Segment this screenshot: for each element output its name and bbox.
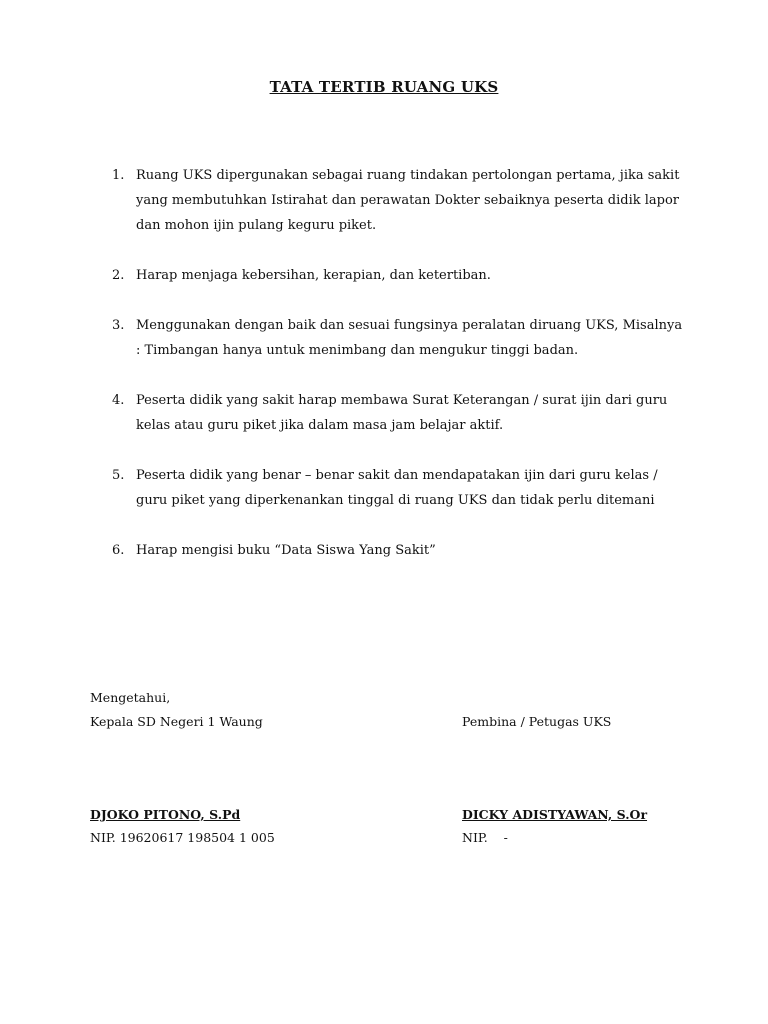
rule-text: Peserta didik yang benar – benar sakit dan mendapatakan ijin dari guru kelas / guru piket yang diperkenankan tinggal di ruang UKS dan tidak perlu ditemani [136, 468, 658, 508]
right-signer-role: Pembina / Petugas UKS [462, 714, 612, 729]
left-signer-nip: NIP. 19620617 198504 1 005 [90, 830, 275, 845]
document-title: TATA TERTIB RUANG UKS [269, 78, 499, 96]
rule-number: 1. [112, 168, 125, 183]
rules-list [104, 163, 684, 588]
rule-item [104, 388, 684, 438]
rule-text: Harap menjaga kebersihan, kerapian, dan ketertiban. [136, 268, 491, 283]
rule-number: 3. [112, 318, 125, 333]
rule-number: 4. [112, 393, 125, 408]
rule-number: 6. [112, 543, 125, 558]
rule-item [104, 313, 684, 363]
rule-number: 5. [112, 468, 125, 483]
rule-text: Ruang UKS dipergunakan sebagai ruang tindakan pertolongan pertama, jika sakit yang membutuhkan Istirahat dan perawatan Dokter sebaiknya peserta didik lapor dan mohon ijin pulang keguru piket. [136, 168, 680, 233]
rule-text: Menggunakan dengan baik dan sesuai fungsinya peralatan diruang UKS, Misalnya : Timbangan hanya untuk menimbang dan mengukur tinggi badan. [136, 318, 683, 358]
left-signer-name: DJOKO PITONO, S.Pd [90, 807, 241, 822]
acknowledge-label: Mengetahui, [90, 690, 171, 705]
right-signer-nip: NIP. - [462, 830, 508, 845]
left-signer-role: Kepala SD Negeri 1 Waung [90, 714, 263, 729]
rule-item [104, 163, 684, 238]
rule-item [104, 538, 684, 563]
rule-item [104, 463, 684, 513]
rule-text: Peserta didik yang sakit harap membawa Surat Keterangan / surat ijin dari guru kelas atau guru piket jika dalam masa jam belajar aktif. [136, 393, 668, 433]
rule-number: 2. [112, 268, 125, 283]
rule-item [104, 263, 684, 288]
right-signer-name: DICKY ADISTYAWAN, S.Or [462, 807, 648, 822]
rule-text: Harap mengisi buku “Data Siswa Yang Sakit” [136, 543, 436, 558]
